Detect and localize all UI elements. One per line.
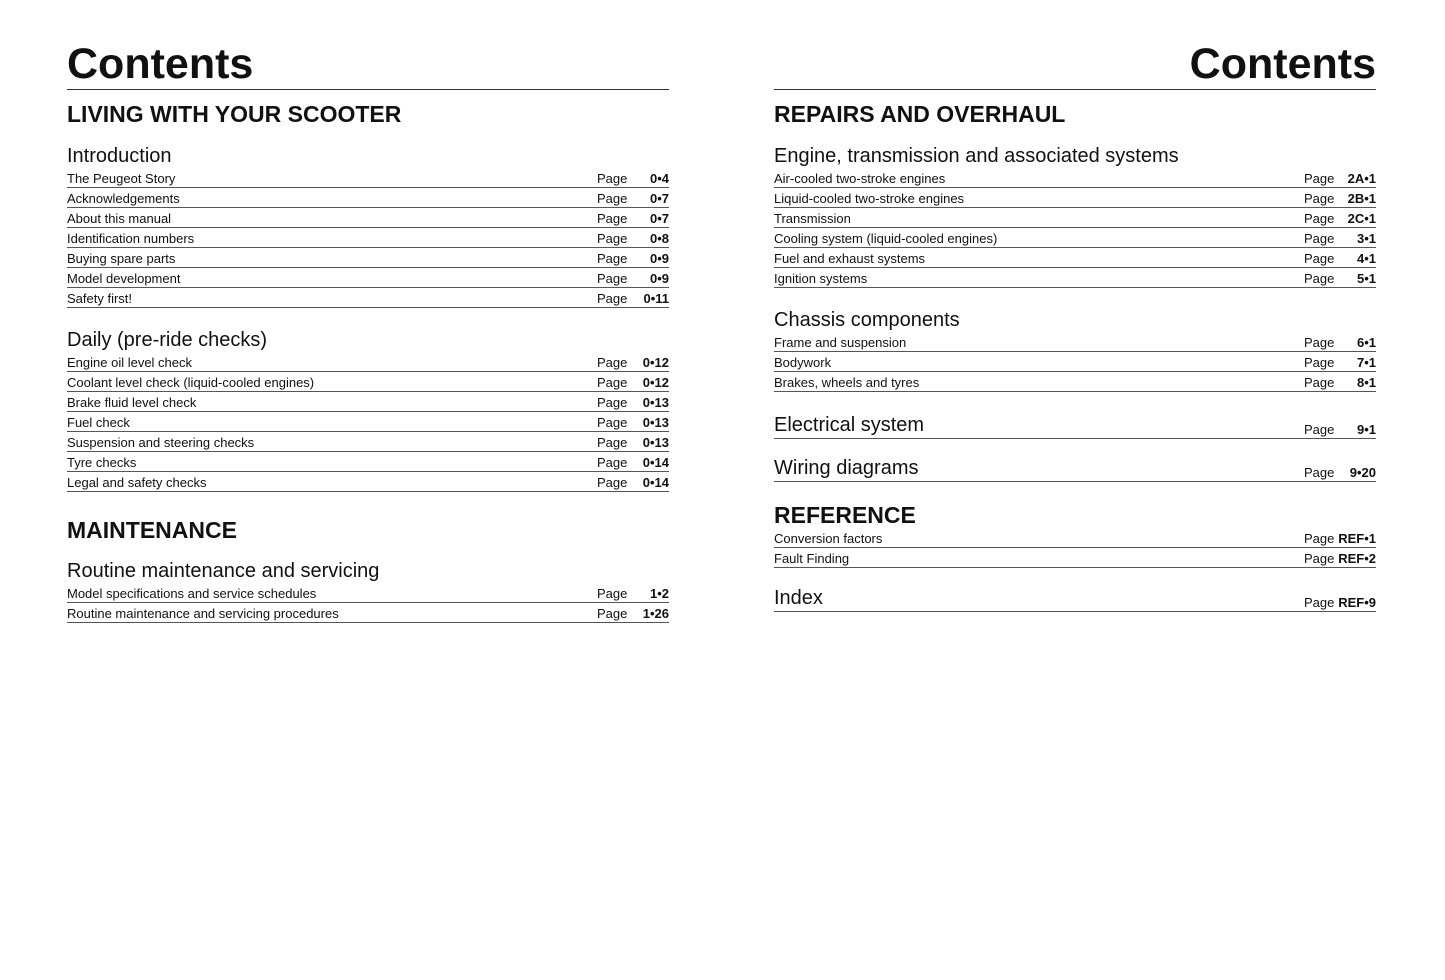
toc-page-word: Page <box>597 395 628 410</box>
toc-page-word: Page <box>597 415 628 430</box>
toc-entry[interactable] <box>67 288 669 308</box>
toc-page-number: 1•26 <box>642 606 669 621</box>
toc-list-chassis <box>774 332 1376 392</box>
toc-page-word: Page <box>597 586 628 601</box>
toc-page-number: 0•12 <box>642 355 669 370</box>
toc-entry-title: Model specifications and service schedules <box>67 586 317 601</box>
toc-page-number: 0•13 <box>642 395 669 410</box>
toc-page-number: 0•9 <box>649 271 669 286</box>
toc-entry-title: Brakes, wheels and tyres <box>774 375 920 390</box>
page-title-right: Contents <box>774 0 1376 90</box>
part-heading-reference: REFERENCE <box>774 502 916 528</box>
toc-page-number: 7•1 <box>1356 355 1376 370</box>
toc-entry-title: Index <box>774 587 823 609</box>
part-repairs <box>774 101 1376 127</box>
toc-entry[interactable] <box>67 472 669 492</box>
toc-entry-title: Bodywork <box>774 355 832 370</box>
toc-entry-title: Acknowledgements <box>67 191 180 206</box>
toc-entry[interactable] <box>67 208 669 228</box>
toc-entry[interactable] <box>67 228 669 248</box>
toc-page-word: Page <box>597 606 628 621</box>
toc-entry[interactable] <box>67 432 669 452</box>
toc-page-number: REF•2 <box>1338 551 1376 566</box>
toc-list-routine <box>67 583 669 623</box>
toc-page-number: 0•13 <box>642 415 669 430</box>
toc-page-number: 3•1 <box>1356 231 1376 246</box>
toc-entry[interactable] <box>774 228 1376 248</box>
part-maintenance <box>67 517 669 543</box>
toc-page-number: 2A•1 <box>1347 171 1376 186</box>
toc-entry[interactable] <box>67 268 669 288</box>
toc-entry-title: Safety first! <box>67 291 133 306</box>
toc-page-word: Page <box>597 211 628 226</box>
part-heading-repairs: REPAIRS AND OVERHAUL <box>774 101 1066 127</box>
toc-entry-title: Liquid-cooled two-stroke engines <box>774 191 965 206</box>
toc-page-number: 0•9 <box>649 251 669 266</box>
toc-entry[interactable] <box>67 372 669 392</box>
toc-entry-title: Brake fluid level check <box>67 395 197 410</box>
toc-page-word: Page <box>597 455 628 470</box>
section-introduction <box>67 144 669 308</box>
toc-entry[interactable] <box>774 268 1376 288</box>
part-heading-maintenance: MAINTENANCE <box>67 517 237 543</box>
toc-entry-title: The Peugeot Story <box>67 171 176 186</box>
toc-entry-title: Wiring diagrams <box>774 457 919 479</box>
right-page <box>774 0 1376 610</box>
toc-entry-title: Suspension and steering checks <box>67 435 255 450</box>
toc-entry-title: Engine oil level check <box>67 355 193 370</box>
toc-page-number: 0•7 <box>649 191 669 206</box>
toc-page-word: Page <box>1304 171 1335 186</box>
section-heading-routine: Routine maintenance and servicing <box>67 560 380 582</box>
toc-page-number: 1•2 <box>649 586 669 601</box>
section-routine <box>67 559 669 623</box>
toc-entry-title: Legal and safety checks <box>67 475 207 490</box>
part-heading-living: LIVING WITH YOUR SCOOTER <box>67 101 402 127</box>
toc-list-reference <box>774 528 1376 568</box>
toc-page-word: Page <box>1304 595 1335 610</box>
toc-page-word: Page <box>1304 355 1335 370</box>
section-chassis <box>774 308 1376 392</box>
section-electrical <box>774 409 1376 439</box>
part-living <box>67 101 669 127</box>
left-page <box>67 0 669 621</box>
toc-entry-title: About this manual <box>67 211 172 226</box>
toc-entry[interactable] <box>67 452 669 472</box>
toc-entry-title: Ignition systems <box>774 271 868 286</box>
toc-entry-title: Identification numbers <box>67 231 195 246</box>
toc-entry[interactable] <box>774 372 1376 392</box>
toc-page-number: 5•1 <box>1356 271 1376 286</box>
toc-entry-title: Electrical system <box>774 414 925 436</box>
toc-entry-index[interactable] <box>774 582 1376 612</box>
toc-page-number: 0•13 <box>642 435 669 450</box>
section-index <box>774 582 1376 612</box>
toc-entry[interactable] <box>67 352 669 372</box>
toc-entry-title: Transmission <box>774 211 851 226</box>
toc-page-word: Page <box>597 355 628 370</box>
section-daily-checks <box>67 328 669 492</box>
toc-page-word: Page <box>597 191 628 206</box>
toc-page-word: Page <box>1304 231 1335 246</box>
toc-entry[interactable] <box>774 168 1376 188</box>
toc-page-word: Page <box>597 375 628 390</box>
part-reference <box>774 502 1376 568</box>
toc-page-number: REF•1 <box>1338 531 1376 546</box>
toc-entry-title: Buying spare parts <box>67 251 176 266</box>
toc-page-word: Page <box>1304 251 1335 266</box>
toc-page-word: Page <box>1304 271 1335 286</box>
toc-page-word: Page <box>1304 191 1335 206</box>
toc-page-word: Page <box>597 251 628 266</box>
toc-page-word: Page <box>1304 531 1335 546</box>
toc-entry-wiring[interactable] <box>774 452 1376 482</box>
toc-page-word: Page <box>597 291 628 306</box>
section-heading-introduction: Introduction <box>67 145 172 167</box>
toc-entry-title: Conversion factors <box>774 531 883 546</box>
toc-page-number: 9•1 <box>1356 422 1376 437</box>
toc-entry-electrical[interactable] <box>774 409 1376 439</box>
toc-entry[interactable] <box>67 583 669 603</box>
toc-page-number: 9•20 <box>1349 465 1376 480</box>
toc-entry[interactable] <box>67 412 669 432</box>
toc-page-word: Page <box>597 171 628 186</box>
toc-page-word: Page <box>1304 375 1335 390</box>
toc-page-number: 2C•1 <box>1347 211 1376 226</box>
toc-page-number: 0•4 <box>649 171 669 186</box>
toc-entry[interactable] <box>774 248 1376 268</box>
toc-entry-title: Air-cooled two-stroke engines <box>774 171 946 186</box>
toc-page-number: 0•14 <box>642 455 669 470</box>
toc-page-word: Page <box>1304 551 1335 566</box>
toc-entry-title: Fault Finding <box>774 551 850 566</box>
toc-entry-title: Fuel and exhaust systems <box>774 251 926 266</box>
toc-page-number: 8•1 <box>1356 375 1376 390</box>
toc-list-engine <box>774 168 1376 288</box>
toc-page-word: Page <box>597 475 628 490</box>
toc-page-number: 6•1 <box>1356 335 1376 350</box>
toc-entry-title: Fuel check <box>67 415 130 430</box>
toc-page-word: Page <box>597 271 628 286</box>
section-heading-engine: Engine, transmission and associated systems <box>774 145 1179 167</box>
toc-entry-title: Cooling system (liquid-cooled engines) <box>774 231 998 246</box>
toc-page-number: 0•11 <box>643 291 669 306</box>
toc-page-word: Page <box>597 435 628 450</box>
toc-entry[interactable] <box>67 392 669 412</box>
toc-entry[interactable] <box>774 332 1376 352</box>
toc-page-word: Page <box>1304 211 1335 226</box>
toc-page-word: Page <box>1304 465 1335 480</box>
toc-page-number: 0•14 <box>642 475 669 490</box>
toc-entry[interactable] <box>67 168 669 188</box>
toc-entry[interactable] <box>67 248 669 268</box>
toc-page-word: Page <box>1304 335 1335 350</box>
toc-entry[interactable] <box>774 352 1376 372</box>
toc-page-word: Page <box>1304 422 1335 437</box>
toc-entry[interactable] <box>67 188 669 208</box>
toc-list-introduction <box>67 168 669 308</box>
section-wiring <box>774 452 1376 482</box>
toc-entry[interactable] <box>774 188 1376 208</box>
toc-entry[interactable] <box>774 208 1376 228</box>
toc-page-number: 4•1 <box>1356 251 1376 266</box>
section-heading-chassis: Chassis components <box>774 309 960 331</box>
toc-entry-title: Frame and suspension <box>774 335 907 350</box>
toc-page-number: 0•8 <box>649 231 669 246</box>
section-engine <box>774 144 1376 288</box>
toc-page-word: Page <box>597 231 628 246</box>
toc-entry-title: Model development <box>67 271 181 286</box>
toc-entry[interactable] <box>774 528 1376 548</box>
toc-list-daily <box>67 352 669 492</box>
section-heading-daily: Daily (pre-ride checks) <box>67 329 268 351</box>
toc-entry[interactable] <box>67 603 669 623</box>
toc-page-number: 0•7 <box>649 211 669 226</box>
toc-page-number: 0•12 <box>642 375 669 390</box>
toc-entry-title: Coolant level check (liquid-cooled engines) <box>67 375 315 390</box>
toc-entry-title: Tyre checks <box>67 455 137 470</box>
toc-entry-title: Routine maintenance and servicing procedures <box>67 606 339 621</box>
toc-page-number: 2B•1 <box>1347 191 1376 206</box>
toc-page-number: REF•9 <box>1338 595 1376 610</box>
page-title-left: Contents <box>67 0 669 90</box>
toc-entry[interactable] <box>774 548 1376 568</box>
